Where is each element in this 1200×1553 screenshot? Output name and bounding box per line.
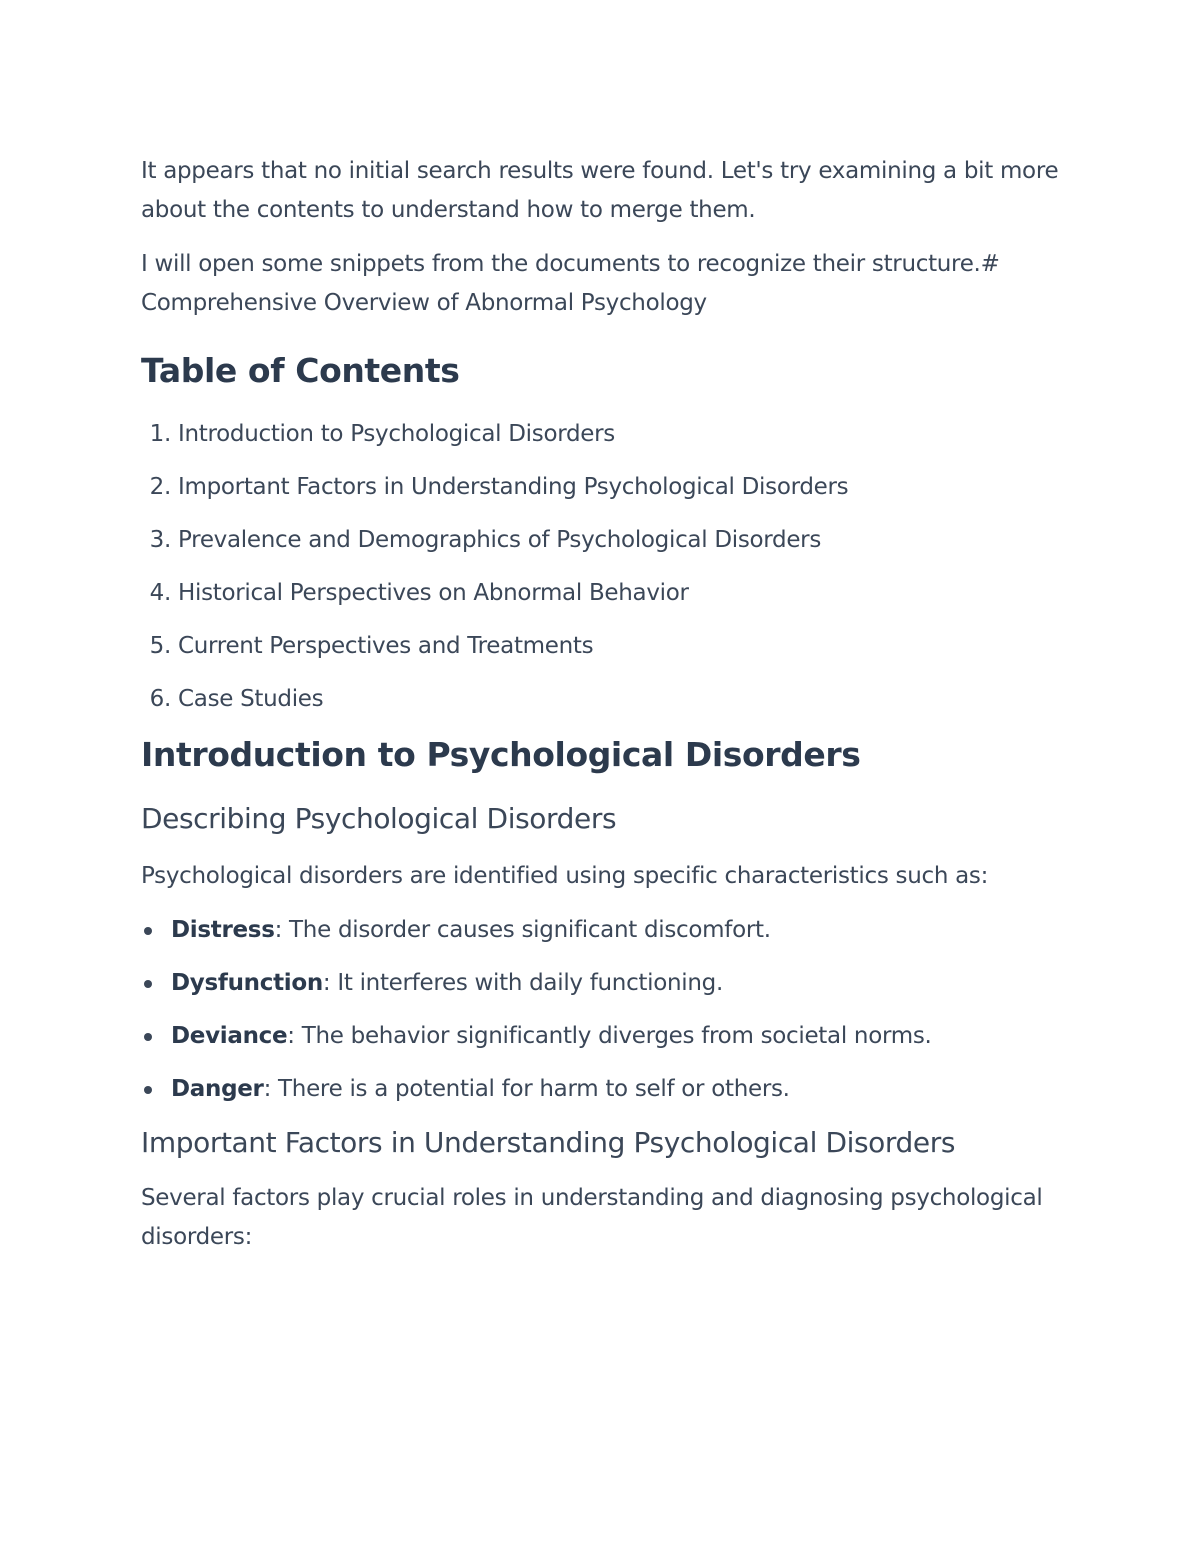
- toc-item-label: Historical Perspectives on Abnormal Behavior: [178, 580, 689, 606]
- toc-item: [141, 415, 1071, 454]
- toc-item-number: 3.: [149, 527, 171, 553]
- subheading-important-factors: Important Factors in Understanding Psychological Disorders: [141, 1126, 956, 1159]
- toc-item-label: Case Studies: [178, 686, 324, 712]
- criteria-term: Distress: [171, 917, 275, 943]
- criteria-list: [141, 911, 1071, 1109]
- subheading-describing: Describing Psychological Disorders: [141, 802, 617, 835]
- intro-paragraph-1: It appears that no initial search results were found. Let's try examining a bit more about the contents to understand how to merge them.: [141, 158, 1059, 223]
- section-heading-introduction: Introduction to Psychological Disorders: [141, 735, 861, 774]
- bullet-icon: [144, 1033, 152, 1041]
- toc-item: [141, 680, 1071, 719]
- criteria-term: Dysfunction: [171, 970, 323, 996]
- list-item: [141, 1070, 1071, 1109]
- bullet-icon: [144, 1086, 152, 1094]
- toc-item-label: Current Perspectives and Treatments: [178, 633, 594, 659]
- bullet-icon: [144, 980, 152, 988]
- toc-item: [141, 627, 1071, 666]
- list-item: [141, 1017, 1071, 1056]
- toc-item-label: Important Factors in Understanding Psychological Disorders: [178, 474, 849, 500]
- toc-item: [141, 468, 1071, 507]
- toc-list: [141, 415, 1071, 719]
- criteria-term: Danger: [171, 1076, 264, 1102]
- factors-paragraph: Several factors play crucial roles in understanding and diagnosing psychological disorders:: [141, 1185, 1043, 1250]
- list-item: [141, 911, 1071, 950]
- toc-heading: Table of Contents: [141, 351, 460, 390]
- criteria-text: : The disorder causes significant discomfort.: [274, 917, 771, 943]
- toc-item-number: 6.: [149, 686, 171, 712]
- criteria-term: Deviance: [171, 1023, 288, 1049]
- description-paragraph: Psychological disorders are identified using specific characteristics such as:: [141, 863, 989, 889]
- toc-item-number: 1.: [149, 421, 171, 447]
- list-item: [141, 964, 1071, 1003]
- criteria-text: : There is a potential for harm to self or others.: [263, 1076, 790, 1102]
- toc-item-number: 5.: [149, 633, 171, 659]
- document-page: [141, 152, 1071, 1257]
- toc-item-number: 4.: [149, 580, 171, 606]
- toc-item: [141, 574, 1071, 613]
- toc-item-label: Introduction to Psychological Disorders: [178, 421, 615, 447]
- criteria-text: : It interferes with daily functioning.: [322, 970, 723, 996]
- criteria-text: : The behavior significantly diverges from societal norms.: [287, 1023, 932, 1049]
- intro-paragraph-2: I will open some snippets from the documents to recognize their structure.# Comprehensive Overview of Abnormal Psychology: [141, 251, 1000, 316]
- toc-item-label: Prevalence and Demographics of Psychological Disorders: [178, 527, 822, 553]
- toc-item-number: 2.: [149, 474, 171, 500]
- toc-item: [141, 521, 1071, 560]
- bullet-icon: [144, 927, 152, 935]
